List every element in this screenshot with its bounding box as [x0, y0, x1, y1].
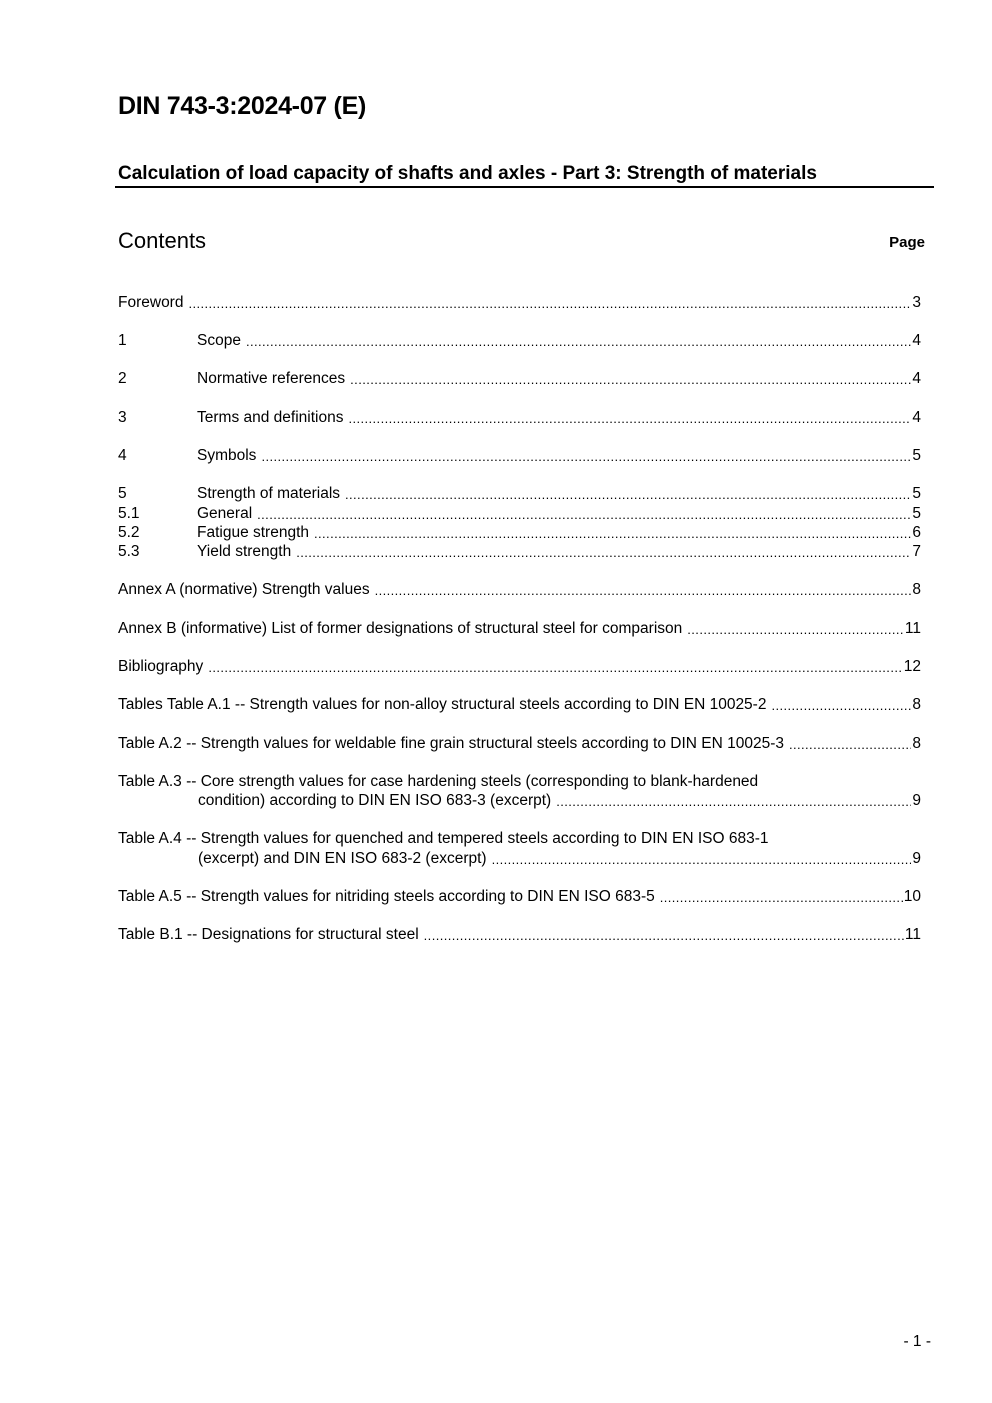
dot-leader — [350, 373, 911, 388]
dot-leader — [296, 546, 911, 561]
toc-entry-title: Bibliography — [118, 658, 204, 675]
toc-entry-page: 5 — [912, 485, 921, 502]
page-number: - 1 - — [903, 1333, 931, 1350]
toc-entry-title: Table A.2 -- Strength values for weldable fine grain structural steels according to DIN EN 10025-3 — [118, 735, 784, 752]
toc-entry-title: Foreword — [118, 294, 184, 311]
toc-entry-number: 1 — [118, 332, 127, 349]
dot-leader — [314, 527, 911, 542]
toc-entry-table-a4-line1[interactable]: Table A.4 -- Strength values for quenched and tempered steels according to DIN EN ISO 683-1 — [118, 830, 769, 847]
dot-leader — [261, 450, 911, 465]
toc-entry-yield-strength[interactable] — [118, 542, 921, 561]
toc-entry-title: Yield strength — [197, 543, 292, 560]
toc-entry-page: 11 — [904, 926, 921, 943]
toc-entry-table-a3-line1[interactable]: Table A.3 -- Core strength values for case hardening steels (corresponding to blank-hardened — [118, 773, 759, 790]
dot-leader — [771, 699, 911, 714]
toc-entry-page: 4 — [912, 370, 921, 387]
dot-leader — [345, 488, 911, 503]
toc-entry-page: 5 — [912, 505, 921, 522]
toc-entry-title: Scope — [197, 332, 241, 349]
toc-entry-title: Fatigue strength — [197, 524, 310, 541]
toc-entry-strength-of-materials[interactable] — [118, 484, 921, 503]
toc-entry-annex-a[interactable] — [118, 580, 921, 599]
toc-entry-title: Terms and definitions — [197, 409, 344, 426]
toc-entry-page: 3 — [912, 294, 921, 311]
toc-entry-annex-b[interactable] — [118, 619, 921, 638]
toc-entry-number: 3 — [118, 409, 127, 426]
dot-leader — [375, 584, 912, 599]
toc-entry-fatigue-strength[interactable] — [118, 523, 921, 542]
toc-entry-title: Symbols — [197, 447, 257, 464]
toc-entry-title: Tables Table A.1 -- Strength values for non-alloy structural steels according to DIN EN 10025-2 — [118, 696, 767, 713]
contents-heading: Contents — [118, 228, 207, 253]
toc-entry-title: Annex B (informative) List of former designations of structural steel for comparison — [118, 620, 683, 637]
dot-leader — [246, 335, 911, 350]
page-column-label: Page — [889, 234, 925, 251]
toc-entry-title: Normative references — [197, 370, 346, 387]
table-of-contents — [118, 0, 921, 1000]
toc-entry-number: 2 — [118, 370, 127, 387]
toc-entry-page: 9 — [912, 792, 921, 809]
toc-entry-scope[interactable] — [118, 331, 921, 350]
toc-entry-table-a1[interactable] — [118, 695, 921, 714]
toc-entry-title: Strength of materials — [197, 485, 341, 502]
toc-entry-title: condition) according to DIN EN ISO 683-3 (excerpt) — [198, 792, 552, 809]
dot-leader — [348, 412, 911, 427]
toc-entry-number: 4 — [118, 447, 127, 464]
toc-entry-table-a5[interactable] — [118, 887, 921, 906]
toc-entry-terms-and-definitions[interactable] — [118, 408, 921, 427]
toc-entry-page: 7 — [912, 543, 921, 560]
toc-entry-title: (excerpt) and DIN EN ISO 683-2 (excerpt) — [198, 850, 487, 867]
dot-leader — [188, 297, 911, 312]
toc-entry-table-a2[interactable] — [118, 734, 921, 753]
toc-entry-table-a3[interactable] — [118, 791, 921, 810]
document-id: DIN 743-3:2024-07 (E) — [118, 92, 366, 120]
toc-entry-symbols[interactable] — [118, 446, 921, 465]
toc-entry-title: Annex A (normative) Strength values — [118, 581, 370, 598]
toc-entry-number: 5.3 — [118, 543, 140, 560]
toc-entry-page: 8 — [912, 735, 921, 752]
toc-entry-page: 6 — [912, 524, 921, 541]
dot-leader — [789, 738, 911, 753]
document-title: Calculation of load capacity of shafts and axles - Part 3: Strength of materials — [118, 163, 817, 184]
toc-entry-number: 5.2 — [118, 524, 140, 541]
toc-entry-bibliography[interactable] — [118, 657, 921, 676]
dot-leader — [208, 661, 902, 676]
toc-entry-title: Table B.1 -- Designations for structural steel — [118, 926, 419, 943]
toc-entry-page: 5 — [912, 447, 921, 464]
dot-leader — [660, 891, 903, 906]
toc-entry-table-b1[interactable] — [118, 925, 921, 944]
toc-entry-page: 12 — [903, 658, 921, 675]
toc-entry-page: 9 — [912, 850, 921, 867]
toc-entry-page: 4 — [912, 409, 921, 426]
dot-leader — [556, 795, 911, 810]
toc-entry-title: Table A.5 -- Strength values for nitriding steels according to DIN EN ISO 683-5 — [118, 888, 655, 905]
toc-entry-number: 5 — [118, 485, 127, 502]
toc-entry-table-a4[interactable] — [118, 849, 921, 868]
toc-entry-title: General — [197, 505, 253, 522]
toc-entry-general[interactable] — [118, 504, 921, 523]
toc-entry-foreword[interactable] — [118, 293, 921, 312]
toc-entry-page: 11 — [904, 620, 921, 637]
toc-entry-page: 8 — [912, 581, 921, 598]
toc-entry-page: 8 — [912, 696, 921, 713]
dot-leader — [257, 508, 911, 523]
toc-entry-number: 5.1 — [118, 505, 140, 522]
dot-leader — [492, 853, 912, 868]
dot-leader — [687, 623, 904, 638]
dot-leader — [424, 929, 904, 944]
toc-entry-page: 10 — [903, 888, 921, 905]
toc-entry-page: 4 — [912, 332, 921, 349]
toc-entry-normative-references[interactable] — [118, 369, 921, 388]
